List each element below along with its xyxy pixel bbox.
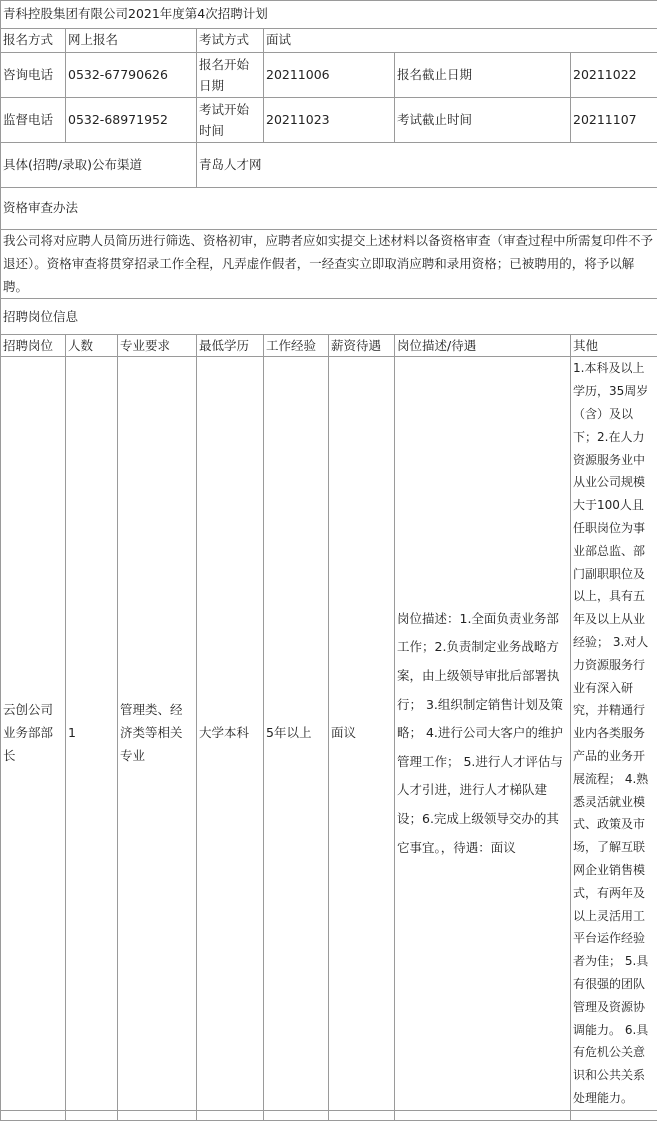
position-description: 岗位描述：1.全面负责业务部工作；2.负责制定业务战略方案，由上级领导审批后部署执行； 3.组织制定销售计划及策略； 4.进行公司大客户的维护管理工作； 5.进行人才评估与人才引进，进行人才梯队建设；6.完成上级领导交办的其它事宜。，待遇：面议 [395,357,571,1110]
col-header-position: 招聘岗位 [1,335,66,357]
position-count: 1 [66,357,118,1110]
exam-start-label: 考试开始时间 [197,98,264,143]
empty-cell [118,1110,197,1120]
channel-label: 具体(招聘/录取)公布渠道 [1,143,197,188]
supervise-phone-label: 监督电话 [1,98,66,143]
col-header-other: 其他 [571,335,657,357]
position-major: 管理类、经济类等相关专业 [118,357,197,1110]
position-experience: 5年以上 [264,357,329,1110]
supervise-phone-value: 0532-68971952 [66,98,197,143]
apply-end-value: 20211022 [571,53,657,98]
empty-cell [197,1110,264,1120]
review-text: 我公司将对应聘人员简历进行筛选、资格初审，应聘者应如实提交上述材料以备资格审查（审查过程中所需复印件不予退还）。资格审查将贯穿招录工作全程，凡弄虚作假者，一经查实立即取消应聘和录用资格；已被聘用的，将予以解聘。 [1,230,657,299]
position-other: 1.本科及以上学历，35周岁（含）及以下；2.在人力资源服务业中从业公司规模大于100人且任职岗位为事业部总监、部门副职职位及以上，具有五年及以上从业经验； 3.对人力资源服务行业有深入研究，并精通行业内各类服务产品的业务开展流程； 4.熟悉灵活就业模式、政策及市场，了解互联网企业销售模式，有两年及以上灵活用工平台运作经验者为佳； 5.具有很强的团队管理及资源协调能力。 6.具有危机公关意识和公共关系处理能力。 [571,357,657,1110]
review-heading: 资格审查办法 [1,188,657,230]
channel-value: 青岛人才网 [197,143,657,188]
consult-phone-value: 0532-67790626 [66,53,197,98]
col-header-description: 岗位描述/待遇 [395,335,571,357]
exam-method-value: 面试 [264,29,657,53]
empty-cell [264,1110,329,1120]
position-salary: 面议 [329,357,395,1110]
exam-start-value: 20211023 [264,98,395,143]
col-header-education: 最低学历 [197,335,264,357]
apply-method-value: 网上报名 [66,29,197,53]
exam-end-value: 20211107 [571,98,657,143]
apply-method-label: 报名方式 [1,29,66,53]
empty-cell [1,1110,66,1120]
exam-end-label: 考试截止时间 [395,98,571,143]
apply-start-value: 20211006 [264,53,395,98]
table-row [1,357,657,1110]
page-title: 青科控股集团有限公司2021年度第4次招聘计划 [1,1,657,29]
empty-cell [66,1110,118,1120]
col-header-major: 专业要求 [118,335,197,357]
empty-cell [571,1110,657,1120]
consult-phone-label: 咨询电话 [1,53,66,98]
col-header-count: 人数 [66,335,118,357]
apply-start-label: 报名开始日期 [197,53,264,98]
empty-cell [329,1110,395,1120]
positions-heading: 招聘岗位信息 [1,299,657,335]
empty-cell [395,1110,571,1120]
col-header-experience: 工作经验 [264,335,329,357]
position-education: 大学本科 [197,357,264,1110]
exam-method-label: 考试方式 [197,29,264,53]
position-name: 云创公司 业务部部长 [1,357,66,1110]
col-header-salary: 薪资待遇 [329,335,395,357]
apply-end-label: 报名截止日期 [395,53,571,98]
